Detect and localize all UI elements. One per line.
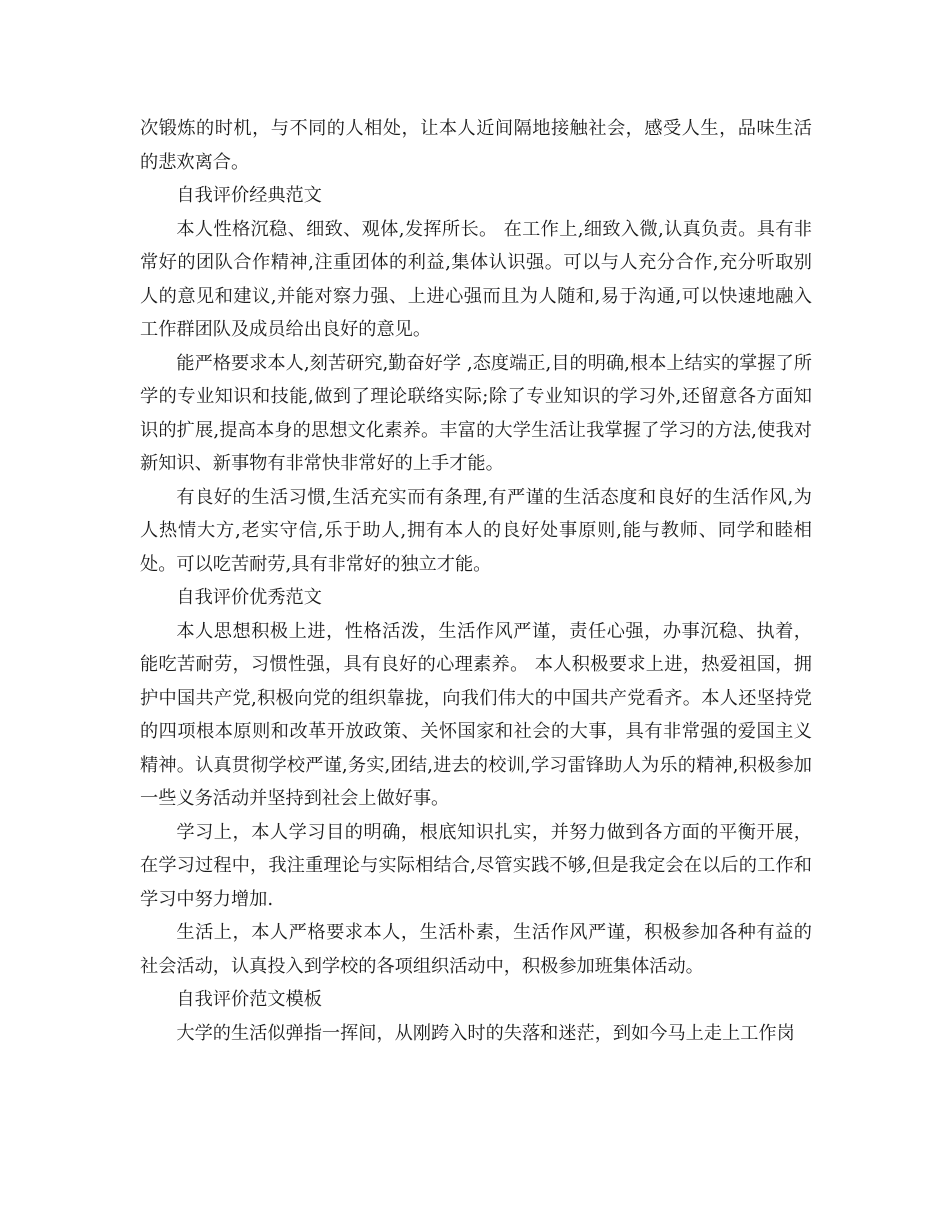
paragraph: 大学的生活似弹指一挥间，从刚跨入时的失落和迷茫，到如今马上走上工作岗 [176,1022,795,1044]
paragraph: 能严格要求本人,刻苦研究,勤奋好学 ,态度端正,目的明确,根本上结实的掌握了所学的专业知识和技能,做到了理论联络实际;除了专业知识的学习外,还留意各方面知识的扩展,提高本身的思想文化素养。丰富的大学生活让我掌握了学习的方法,使我对新知识、新事物有非常快非常好的上手才能。 [140,352,812,474]
paragraph-continuation: 次锻炼的时机，与不同的人相处，让本人近间隔地接触社会，感受人生，品味生活的悲欢离合。 [140,118,812,173]
document-body [140,112,812,1050]
paragraph: 学习上，本人学习目的明确，根底知识扎实，并努力做到各方面的平衡开展，在学习过程中，我注重理论与实际相结合,尽管实践不够,但是我定会在以后的工作和学习中努力增加. [140,821,812,910]
paragraph: 有良好的生活习惯,生活充实而有条理,有严谨的生活态度和良好的生活作风,为人热情大方,老实守信,乐于助人,拥有本人的良好处事原则,能与教师、同学和睦相处。可以吃苦耐劳,具有非常好的独立才能。 [140,486,812,575]
paragraph: 本人思想积极上进，性格活泼，生活作风严谨，责任心强，办事沉稳、执着，能吃苦耐劳，习惯性强，具有良好的心理素养。 本人积极要求上进，热爱祖国，拥护中国共产党,积极向党的组织靠拢，向我们伟大的中国共产党看齐。本人还坚持党的四项根本原则和改革开放政策、关怀国家和社会的大事，具有非常强的爱国主义精神。认真贯彻学校严谨,务实,团结,进去的校训,学习雷锋助人为乐的精神,积极参加一些义务活动并坚持到社会上做好事。 [140,620,812,809]
section-heading-template: 自我评价范文模板 [176,989,322,1010]
section-heading-excellent: 自我评价优秀范文 [176,587,322,608]
paragraph: 生活上，本人严格要求本人，生活朴素，生活作风严谨，积极参加各种有益的社会活动，认真投入到学校的各项组织活动中，积极参加班集体活动。 [140,922,812,977]
paragraph: 本人性格沉稳、细致、观体,发挥所长。 在工作上,细致入微,认真负责。具有非常好的团队合作精神,注重团体的利益,集体认识强。可以与人充分合作,充分听取别人的意见和建议,并能对察力强、上进心强而且为人随和,易于沟通,可以快速地融入工作群团队及成员给出良好的意见。 [140,218,812,340]
section-heading-classic: 自我评价经典范文 [176,185,322,206]
